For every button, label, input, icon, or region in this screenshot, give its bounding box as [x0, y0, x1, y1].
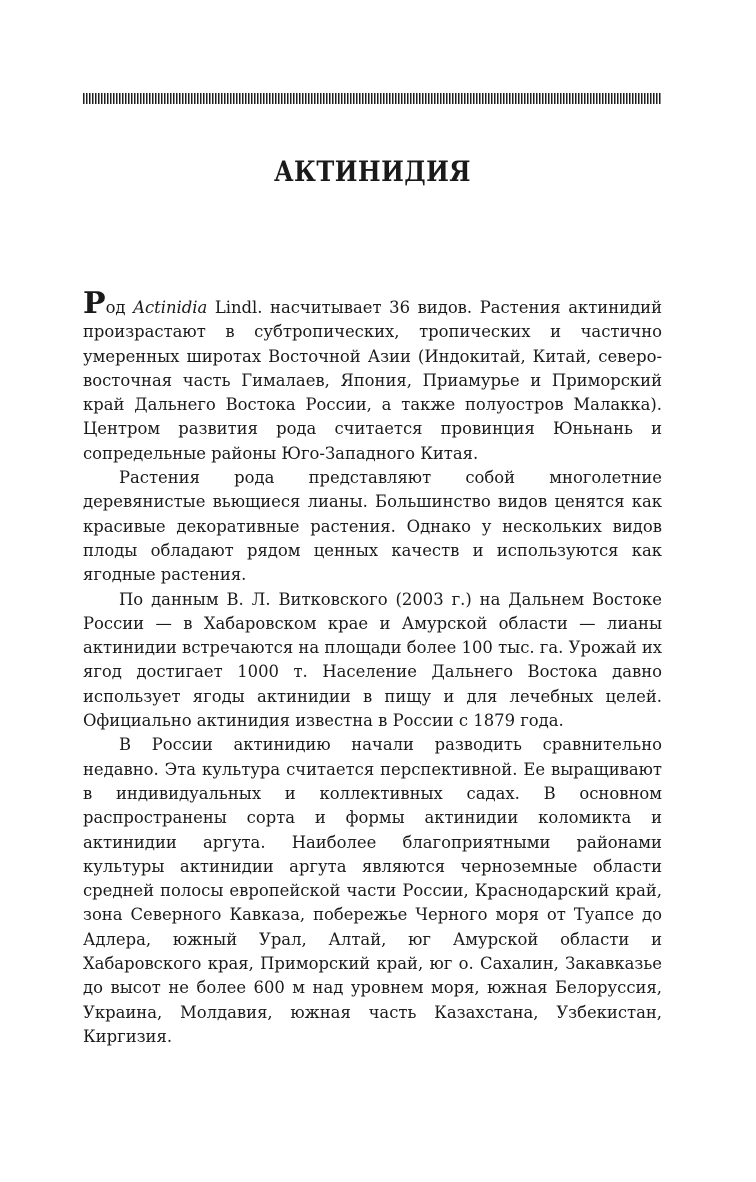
intro-lead: од	[105, 298, 134, 317]
chapter-title: АКТИНИДИЯ	[274, 155, 471, 188]
intro-paragraph	[83, 286, 663, 466]
drop-cap-letter: Р	[83, 286, 106, 321]
genus-name: Actinidia	[133, 298, 208, 317]
paragraph-lianas: Растения рода представляют собой многолетние деревянистые вьющиеся лианы. Большинство видов ценятся как красивые декоративные растения. Однако у нескольких видов плоды обладают рядом ценных качеств и используются как ягодные растения.	[83, 468, 662, 585]
body-text	[83, 286, 663, 1049]
paragraph-far-east: По данным В. Л. Витковского (2003 г.) на Дальнем Востоке России — в Хабаровском крае и Амурской области — лианы актинидии встречаются на площади более 100 тыс. га. Урожай их ягод достигает 1000 т. Население Дальнего Востока давно использует ягоды актинидии в пищу и для лечебных целей. Официально актинидия известна в России с 1879 года.	[83, 589, 662, 731]
intro-rest: Lindl. насчитывает 36 видов. Растения актинидий произрастают в субтропических, тропических и частично умеренных широтах Восточной Азии (Индокитай, Китай, северо-восточная часть Гималаев, Япония, Приамурье и Приморский край Дальнего Востока России, а также полуостров Малакка). Центром развития рода считается провинция Юньнань и сопредельные районы Юго-Западного Китая.	[83, 298, 663, 463]
decorative-hatched-rule	[83, 93, 662, 104]
paragraph-cultivation: В России актинидию начали разводить сравнительно недавно. Эта культура считается перспективной. Ее выращивают в индивидуальных и коллективных садах. В основном распространены сорта и формы актинидии коломикта и актинидии аргута. Наиболее благоприятными районами культуры актинидии аргута являются черноземные области средней полосы европейской части России, Краснодарский край, зона Северного Кавказа, побережье Черного моря от Туапсе до Адлера, южный Урал, Алтай, юг Амурской области и Хабаровского края, Приморский край, юг о. Сахалин, Закавказье до высот не более 600 м над уровнем моря, южная Белоруссия, Украина, Молдавия, южная часть Казахстана, Узбекистан, Киргизия.	[83, 735, 662, 1046]
